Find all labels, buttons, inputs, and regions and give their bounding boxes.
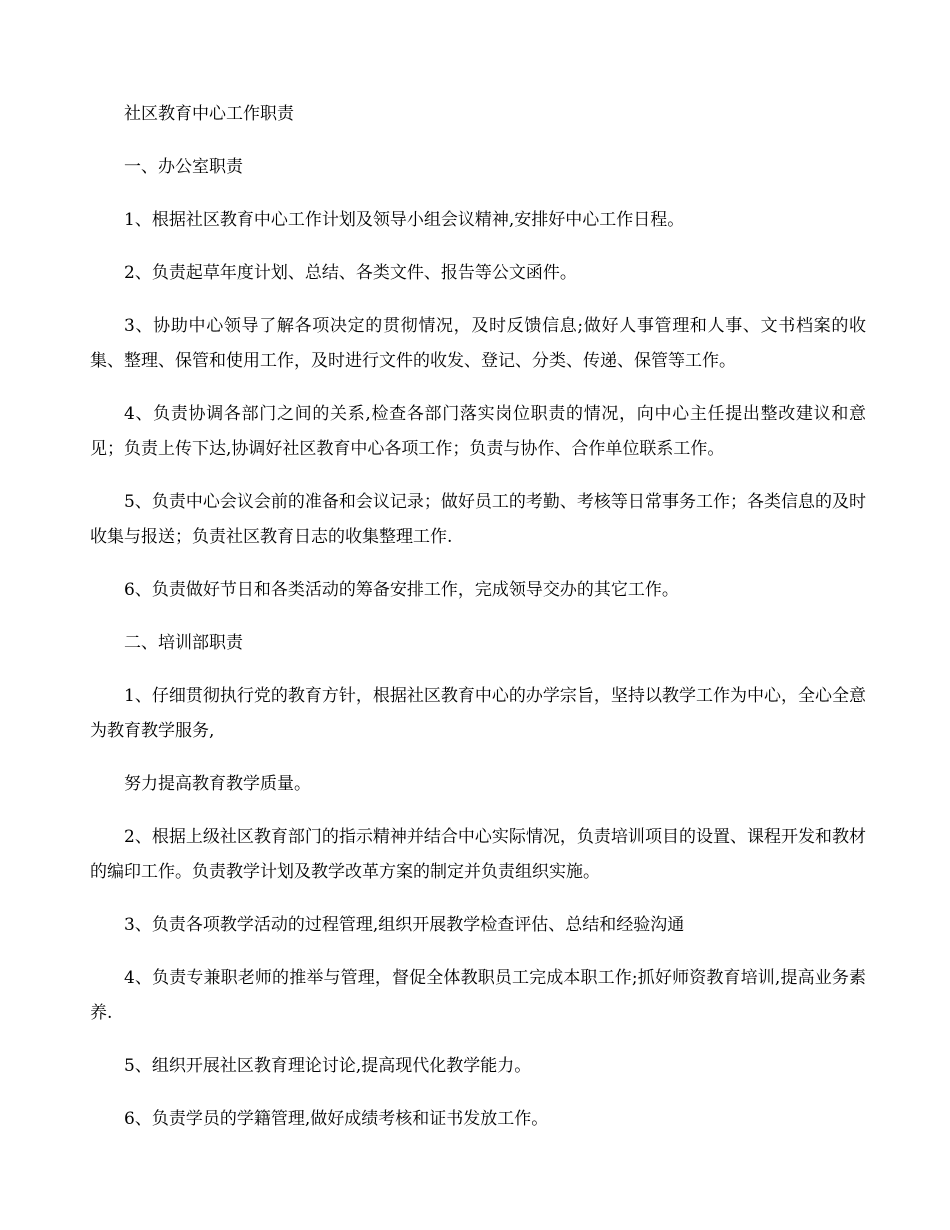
paragraph: 1、仔细贯彻执行党的教育方针，根据社区教育中心的办学宗旨，坚持以教学工作为中心，全心全意为教育教学服务,: [90, 686, 866, 741]
paragraph: 2、负责起草年度计划、总结、各类文件、报告等公文函件。: [124, 263, 577, 283]
paragraph: 3、协助中心领导了解各项决定的贯彻情况，及时反馈信息;做好人事管理和人事、文书档案的收集、整理、保管和使用工作，及时进行文件的收发、登记、分类、传递、保管等工作。: [90, 316, 866, 371]
paragraph: 2、根据上级社区教育部门的指示精神并结合中心实际情况，负责培训项目的设置、课程开发和教材的编印工作。负责教学计划及教学改革方案的制定并负责组织实施。: [90, 827, 866, 882]
section-heading-office: 一、办公室职责: [124, 157, 243, 177]
paragraph: 1、根据社区教育中心工作计划及领导小组会议精神,安排好中心工作日程。: [124, 210, 685, 230]
document-title: 社区教育中心工作职责: [124, 104, 294, 124]
paragraph: 努力提高教育教学质量。: [124, 774, 311, 794]
paragraph: 4、负责专兼职老师的推举与管理，督促全体教职员工完成本职工作;抓好师资教育培训,提高业务素养.: [90, 968, 866, 1023]
section-heading-training: 二、培训部职责: [124, 633, 243, 653]
paragraph: 5、组织开展社区教育理论讨论,提高现代化教学能力。: [124, 1056, 532, 1076]
paragraph: 4、负责协调各部门之间的关系,检查各部门落实岗位职责的情况，向中心主任提出整改建议和意见；负责上传下达,协调好社区教育中心各项工作；负责与协作、合作单位联系工作。: [90, 404, 866, 459]
paragraph: 6、负责做好节日和各类活动的筹备安排工作，完成领导交办的其它工作。: [124, 580, 679, 600]
paragraph: 3、负责各项教学活动的过程管理,组织开展教学检查评估、总结和经验沟通: [124, 915, 685, 935]
paragraph: 6、负责学员的学籍管理,做好成绩考核和证书发放工作。: [124, 1109, 549, 1129]
document-page: [90, 97, 866, 1155]
paragraph: 5、负责中心会议会前的准备和会议记录；做好员工的考勤、考核等日常事务工作；各类信息的及时收集与报送；负责社区教育日志的收集整理工作.: [90, 492, 866, 547]
